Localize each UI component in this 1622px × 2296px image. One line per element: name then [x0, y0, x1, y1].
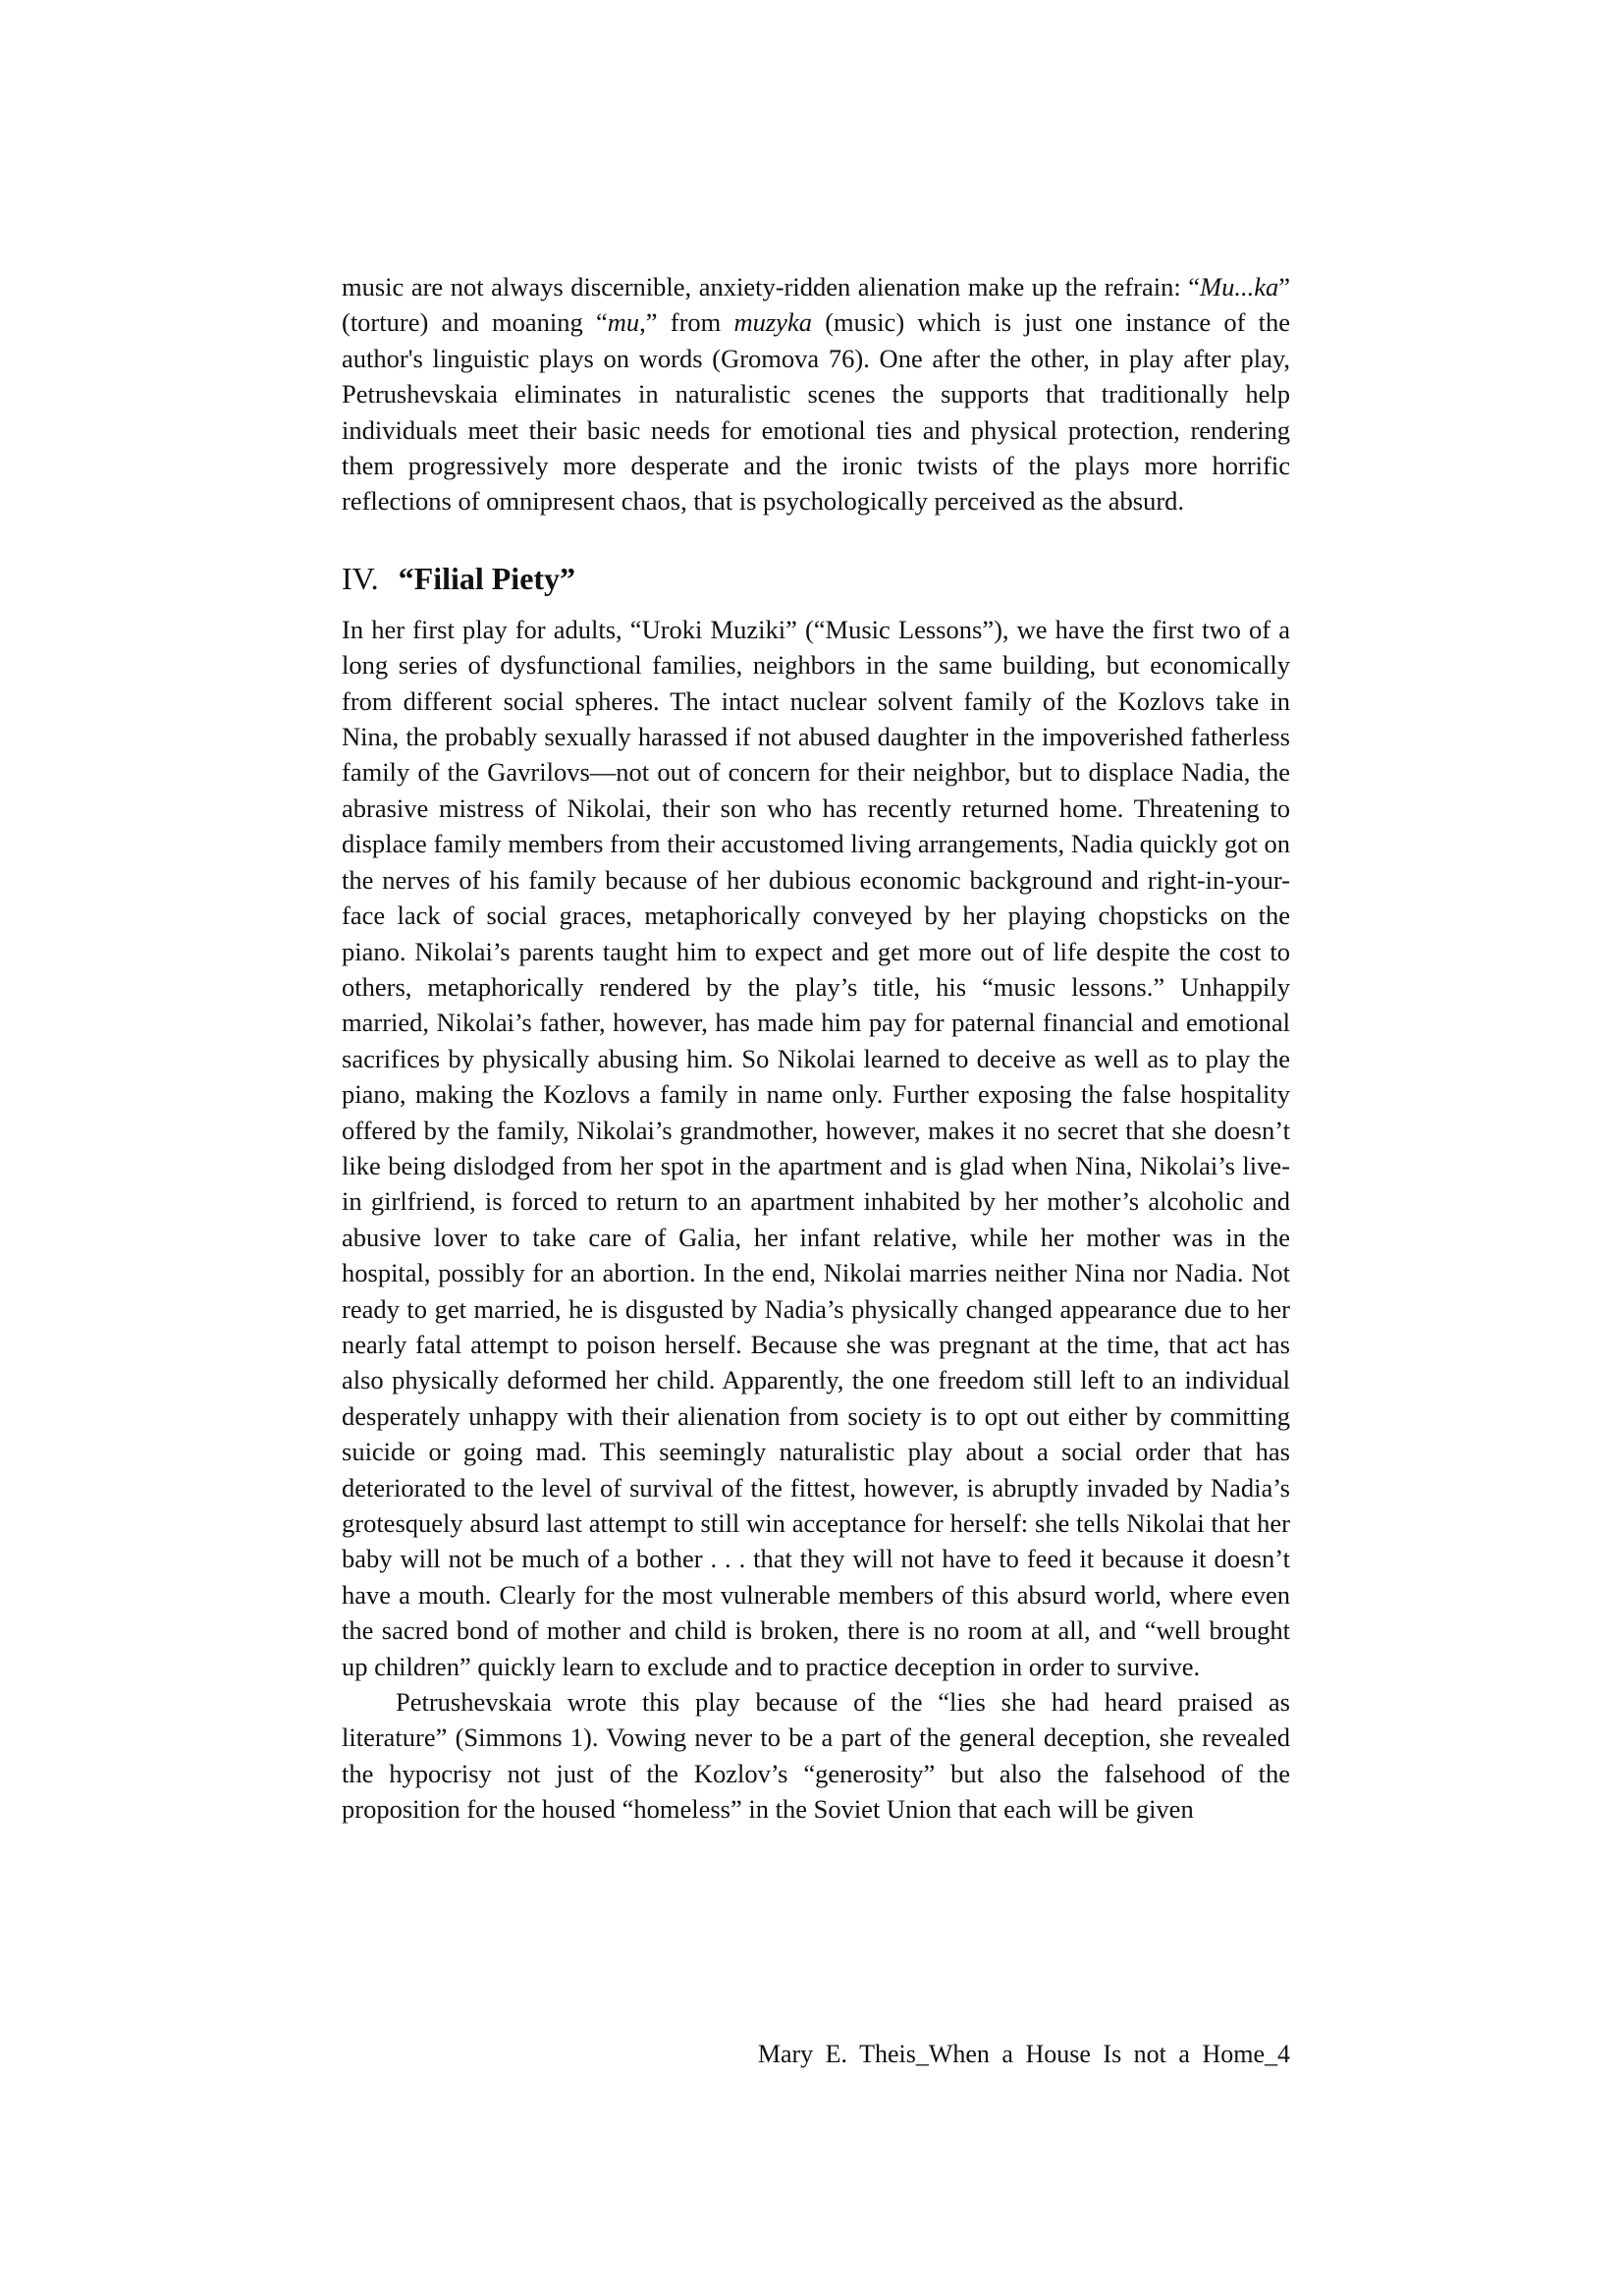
section-heading: [342, 559, 1290, 598]
text-run: (music) which is just one instance of the author's linguistic plays on words (Gromova 76). One after the other, in play after play, Petrushevskaia eliminates in naturalistic scenes the supports that traditionally help individuals meet their basic needs for emotional ties and physical protection, rendering them progressively more desperate and the ironic twists of the plays more horrific reflections of omnipresent chaos, that is psychologically perceived as the absurd.: [342, 307, 1290, 517]
intro-paragraph: [342, 269, 1290, 519]
italic-term: Mu...ka: [1200, 272, 1279, 301]
running-footer: Mary E. Theis_When a House Is not a Home_4: [757, 2040, 1290, 2068]
section-title: “Filial Piety”: [398, 560, 576, 596]
italic-term: mu: [607, 307, 640, 338]
text-run: ,” from: [639, 307, 734, 338]
italic-term: muzyka: [733, 307, 812, 338]
text-column: [342, 269, 1290, 1828]
body-paragraph-2: Petrushevskaia wrote this play because of the “lies she had heard praised as literature” (Simmons 1). Vowing never to be a part of the general deception, she revealed the hypocrisy not just of the Kozlov’s “generosity” but also the falsehood of the proposition for the housed “homeless” in the Soviet Union that each will be given: [342, 1687, 1290, 1825]
section-number: IV.: [342, 560, 379, 596]
body-paragraph-1: In her first play for adults, “Uroki Muziki” (“Music Lessons”), we have the first two of a long series of dysfunctional families, neighbors in the same building, but economically from different social spheres. The intact nuclear solvent family of the Kozlovs take in Nina, the probably sexually harassed if not abused daughter in the impoverished fatherless family of the Gavrilovs—not out of concern for their neighbor, but to displace Nadia, the abrasive mistress of Nikolai, their son who has recently returned home. Threatening to displace family members from their accustomed living arrangements, Nadia quickly got on the nerves of his family because of her dubious economic background and right-in-your-face lack of social graces, metaphorically conveyed by her playing chopsticks on the piano. Nikolai’s parents taught him to expect and get more out of life despite the cost to others, metaphorically rendered by the play’s title, his “music lessons.” Unhappily married, Nikolai’s father, however, has made him pay for paternal financial and emotional sacrifices by physically abusing him. So Nikolai learned to deceive as well as to play the piano, making the Kozlovs a family in name only. Further exposing the false hospitality offered by the family, Nikolai’s grandmother, however, makes it no secret that she doesn’t like being dislodged from her spot in the apartment and is glad when Nina, Nikolai’s live-in girlfriend, is forced to return to an apartment inhabited by her mother’s alcoholic and abusive lover to take care of Galia, her infant relative, while her mother was in the hospital, possibly for an abortion. In the end, Nikolai marries neither Nina nor Nadia. Not ready to get married, he is disgusted by Nadia’s physically changed appearance due to her nearly fatal attempt to poison herself. Because she was pregnant at the time, that act has also physically deformed her child. Apparently, the one freedom still left to an individual desperately unhappy with their alienation from society is to opt out either by committing suicide or going mad. This seemingly naturalistic play about a social order that has deteriorated to the level of survival of the fittest, however, is abruptly invaded by Nadia’s grotesquely absurd last attempt to still win acceptance for herself: she tells Nikolai that her baby will not be much of a bother . . . that they will not have to feed it because it doesn’t have a mouth. Clearly for the most vulnerable members of this absurd world, where even the sacred bond of mother and child is broken, there is no room at all, and “well brought up children” quickly learn to exclude and to practice deception in order to survive.: [342, 614, 1290, 1681]
text-run: music are not always discernible, anxiety-ridden alienation make up the refrain: “: [342, 272, 1201, 301]
text-run: ” (torture) and moaning “: [342, 272, 1290, 338]
